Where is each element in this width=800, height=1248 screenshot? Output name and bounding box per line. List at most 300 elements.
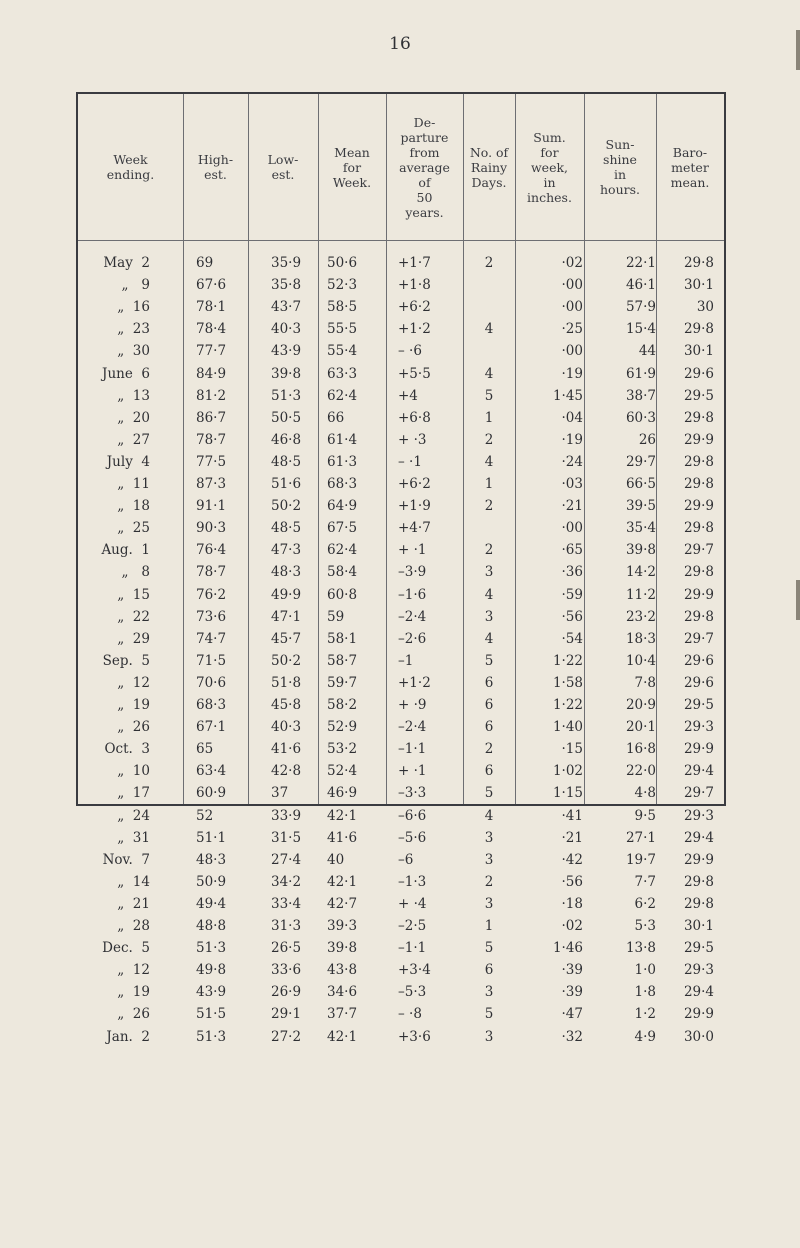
week-ending-cell: „ 12 — [117, 674, 150, 691]
lowest-cell: 43·7 — [271, 299, 302, 316]
departure-cell: +1·9 — [398, 498, 431, 515]
week-ending-cell: Sep. 5 — [102, 652, 150, 669]
departure-cell: –6·6 — [398, 807, 427, 824]
barometer-cell: 29·9 — [683, 741, 714, 758]
lowest-cell: 51·3 — [271, 387, 302, 404]
page-edge-mark — [796, 30, 800, 70]
departure-cell: –1·1 — [398, 940, 427, 957]
mean-cell: 43·8 — [327, 962, 358, 979]
rain-sum-cell: ·36 — [561, 564, 583, 581]
lowest-cell: 47·3 — [271, 542, 302, 559]
table-row — [78, 1026, 728, 1048]
table-row — [78, 694, 728, 716]
week-ending-cell: Dec. 5 — [102, 940, 150, 957]
table-row — [78, 760, 728, 782]
barometer-cell: 29·8 — [683, 608, 714, 625]
week-ending-cell: „ 22 — [117, 608, 150, 625]
sunshine-cell: 4·8 — [634, 785, 656, 802]
barometer-cell: 29·7 — [683, 542, 714, 559]
barometer-cell: 29·3 — [683, 719, 714, 736]
rainy-days-cell: 2 — [484, 498, 494, 515]
barometer-cell: 29·6 — [683, 674, 714, 691]
highest-cell: 63·4 — [196, 763, 227, 780]
rainy-days-cell: 3 — [484, 895, 494, 912]
highest-cell: 77·5 — [196, 453, 227, 470]
table-row — [78, 805, 728, 827]
departure-cell: –1·6 — [398, 586, 427, 603]
highest-cell: 86·7 — [196, 409, 227, 426]
rainy-days-cell: 2 — [484, 542, 494, 559]
mean-cell: 52·3 — [327, 277, 358, 294]
weather-table — [76, 92, 726, 1045]
column-header: High- est. — [197, 152, 234, 182]
highest-cell: 49·4 — [196, 895, 227, 912]
barometer-cell: 29·5 — [683, 697, 714, 713]
sunshine-cell: 39·8 — [625, 542, 656, 559]
barometer-cell: 30·1 — [683, 343, 714, 360]
rainy-days-cell: 3 — [484, 829, 494, 846]
highest-cell: 78·7 — [196, 564, 227, 581]
week-ending-cell: „ 16 — [117, 299, 150, 316]
rainy-days-cell: 4 — [484, 321, 494, 338]
lowest-cell: 45·7 — [271, 630, 302, 647]
departure-cell: –2·5 — [398, 918, 427, 934]
lowest-cell: 40·3 — [271, 321, 302, 338]
departure-cell: –2·4 — [398, 719, 427, 736]
week-ending-cell: Aug. 1 — [101, 542, 150, 559]
mean-cell: 58·7 — [327, 652, 358, 669]
highest-cell: 43·9 — [196, 984, 227, 1001]
rain-sum-cell: ·04 — [561, 409, 583, 426]
rain-sum-cell: ·65 — [561, 542, 583, 559]
rain-sum-cell: 1·22 — [552, 697, 583, 713]
rain-sum-cell: ·41 — [561, 807, 583, 824]
table-row — [78, 274, 728, 296]
rainy-days-cell: 2 — [484, 255, 494, 271]
mean-cell: 63·3 — [327, 365, 358, 382]
lowest-cell: 48·5 — [271, 453, 302, 470]
rainy-days-cell: 1 — [484, 918, 494, 934]
mean-cell: 68·3 — [327, 476, 358, 492]
highest-cell: 90·3 — [196, 520, 227, 537]
barometer-cell: 29·7 — [683, 630, 714, 647]
table-row — [78, 716, 728, 738]
barometer-cell: 30·0 — [683, 1028, 714, 1045]
mean-cell: 34·6 — [327, 984, 358, 1001]
mean-cell: 59 — [327, 608, 345, 625]
mean-cell: 52·4 — [327, 763, 358, 780]
barometer-cell: 29·8 — [683, 873, 714, 890]
lowest-cell: 46·8 — [271, 431, 302, 448]
week-ending-cell: Nov. 7 — [102, 851, 150, 868]
mean-cell: 53·2 — [327, 741, 358, 758]
sunshine-cell: 46·1 — [625, 277, 656, 294]
week-ending-cell: Oct. 3 — [104, 741, 150, 758]
barometer-cell: 29·8 — [683, 476, 714, 492]
sunshine-cell: 35·4 — [625, 520, 656, 537]
week-ending-cell: „ 24 — [117, 807, 150, 824]
table-row — [78, 252, 728, 274]
week-ending-cell: June 6 — [102, 365, 150, 382]
column-header: No. of Rainy Days. — [469, 144, 509, 190]
sunshine-cell: 60·3 — [625, 409, 656, 426]
lowest-cell: 50·5 — [271, 409, 302, 426]
rainy-days-cell: 4 — [484, 807, 494, 824]
barometer-cell: 29·5 — [683, 940, 714, 957]
sunshine-cell: 66·5 — [625, 476, 656, 492]
lowest-cell: 39·8 — [271, 365, 302, 382]
sunshine-cell: 11·2 — [625, 586, 656, 603]
mean-cell: 58·1 — [327, 630, 358, 647]
rainy-days-cell: 4 — [484, 630, 494, 647]
week-ending-cell: „ 26 — [117, 719, 150, 736]
departure-cell: –5·6 — [398, 829, 427, 846]
rain-sum-cell: 1·46 — [552, 940, 583, 957]
departure-cell: + ·4 — [398, 895, 427, 912]
lowest-cell: 27·2 — [271, 1028, 302, 1045]
rain-sum-cell: ·00 — [561, 277, 583, 294]
mean-cell: 55·5 — [327, 321, 358, 338]
rain-sum-cell: ·47 — [561, 1006, 583, 1023]
barometer-cell: 29·8 — [683, 321, 714, 338]
rainy-days-cell: 4 — [484, 586, 494, 603]
highest-cell: 68·3 — [196, 697, 227, 713]
lowest-cell: 49·9 — [271, 586, 302, 603]
rain-sum-cell: ·56 — [561, 608, 583, 625]
barometer-cell: 29·8 — [683, 520, 714, 537]
table-row — [78, 915, 728, 937]
week-ending-cell: „ 15 — [117, 586, 150, 603]
departure-cell: +6·2 — [398, 299, 431, 316]
week-ending-cell: „ 12 — [117, 962, 150, 979]
lowest-cell: 35·8 — [271, 277, 302, 294]
sunshine-cell: 4·9 — [634, 1028, 656, 1045]
barometer-cell: 29·4 — [683, 829, 714, 846]
barometer-cell: 29·4 — [683, 984, 714, 1001]
lowest-cell: 45·8 — [271, 697, 302, 713]
column-header: Week ending. — [106, 152, 155, 182]
mean-cell: 67·5 — [327, 520, 358, 537]
rain-sum-cell: ·39 — [561, 984, 583, 1001]
table-row — [78, 871, 728, 893]
mean-cell: 46·9 — [327, 785, 358, 802]
barometer-cell: 29·6 — [683, 365, 714, 382]
highest-cell: 76·4 — [196, 542, 227, 559]
rain-sum-cell: ·21 — [561, 829, 583, 846]
sunshine-cell: 20·9 — [625, 697, 656, 713]
sunshine-cell: 6·2 — [634, 895, 656, 912]
rainy-days-cell: 5 — [484, 1006, 494, 1023]
departure-cell: – ·6 — [398, 343, 422, 360]
week-ending-cell: „ 27 — [117, 431, 150, 448]
sunshine-cell: 22·1 — [625, 255, 656, 271]
table-row — [78, 650, 728, 672]
highest-cell: 84·9 — [196, 365, 227, 382]
column-header: Sun- shine in hours. — [600, 137, 640, 197]
lowest-cell: 47·1 — [271, 608, 302, 625]
highest-cell: 60·9 — [196, 785, 227, 802]
highest-cell: 91·1 — [196, 498, 227, 515]
sunshine-cell: 61·9 — [625, 365, 656, 382]
rainy-days-cell: 2 — [484, 741, 494, 758]
rainy-days-cell: 5 — [484, 940, 494, 957]
lowest-cell: 51·6 — [271, 476, 302, 492]
rainy-days-cell: 3 — [484, 608, 494, 625]
rain-sum-cell: ·15 — [561, 741, 583, 758]
page-edge-mark — [796, 580, 800, 620]
sunshine-cell: 7·7 — [634, 873, 656, 890]
departure-cell: +3·4 — [398, 962, 431, 979]
week-ending-cell: „ 8 — [121, 564, 150, 581]
mean-cell: 39·3 — [327, 918, 358, 934]
sunshine-cell: 19·7 — [625, 851, 656, 868]
departure-cell: + ·1 — [398, 542, 427, 559]
week-ending-cell: July 4 — [106, 453, 150, 470]
week-ending-cell: „ 9 — [121, 277, 150, 294]
barometer-cell: 30·1 — [683, 277, 714, 294]
table-row — [78, 827, 728, 849]
highest-cell: 87·3 — [196, 476, 227, 492]
rain-sum-cell: ·19 — [561, 365, 583, 382]
sunshine-cell: 18·3 — [625, 630, 656, 647]
departure-cell: +5·5 — [398, 365, 431, 382]
highest-cell: 67·1 — [196, 719, 227, 736]
highest-cell: 74·7 — [196, 630, 227, 647]
rain-sum-cell: 1·40 — [552, 719, 583, 736]
lowest-cell: 37 — [271, 785, 289, 802]
departure-cell: –1 — [398, 652, 414, 669]
sunshine-cell: 1·2 — [634, 1006, 656, 1023]
column-header: Low- est. — [267, 152, 299, 182]
highest-cell: 71·5 — [196, 652, 227, 669]
table-row — [78, 407, 728, 429]
lowest-cell: 40·3 — [271, 719, 302, 736]
rain-sum-cell: 1·02 — [552, 763, 583, 780]
highest-cell: 77·7 — [196, 343, 227, 360]
sunshine-cell: 7·8 — [634, 674, 656, 691]
rainy-days-cell: 4 — [484, 453, 494, 470]
table-row — [78, 318, 728, 340]
rainy-days-cell: 6 — [484, 719, 494, 736]
table-row — [78, 451, 728, 473]
highest-cell: 78·1 — [196, 299, 227, 316]
rainy-days-cell: 6 — [484, 763, 494, 780]
week-ending-cell: „ 28 — [117, 918, 150, 934]
table-row — [78, 937, 728, 959]
mean-cell: 39·8 — [327, 940, 358, 957]
page-number: 16 — [389, 34, 411, 54]
highest-cell: 51·1 — [196, 829, 227, 846]
highest-cell: 65 — [196, 741, 214, 758]
barometer-cell: 30 — [696, 299, 714, 316]
mean-cell: 58·4 — [327, 564, 358, 581]
sunshine-cell: 26 — [638, 431, 656, 448]
mean-cell: 50·6 — [327, 255, 358, 271]
week-ending-cell: „ 29 — [117, 630, 150, 647]
sunshine-cell: 1·8 — [634, 984, 656, 1001]
highest-cell: 51·3 — [196, 1028, 227, 1045]
lowest-cell: 34·2 — [271, 873, 302, 890]
highest-cell: 48·8 — [196, 918, 227, 934]
header-rule — [78, 240, 724, 241]
sunshine-cell: 23·2 — [625, 608, 656, 625]
mean-cell: 61·4 — [327, 431, 358, 448]
highest-cell: 76·2 — [196, 586, 227, 603]
rainy-days-cell: 6 — [484, 674, 494, 691]
departure-cell: + ·9 — [398, 697, 427, 713]
highest-cell: 49·8 — [196, 962, 227, 979]
sunshine-cell: 38·7 — [625, 387, 656, 404]
lowest-cell: 26·5 — [271, 940, 302, 957]
column-header: De- parture from average of 50 years. — [399, 114, 450, 220]
rain-sum-cell: ·42 — [561, 851, 583, 868]
rainy-days-cell: 6 — [484, 697, 494, 713]
table-row — [78, 606, 728, 628]
departure-cell: –2·6 — [398, 630, 427, 647]
table-row — [78, 539, 728, 561]
table-row — [78, 738, 728, 760]
rain-sum-cell: ·00 — [561, 299, 583, 316]
mean-cell: 62·4 — [327, 542, 358, 559]
rain-sum-cell: ·39 — [561, 962, 583, 979]
barometer-cell: 29·3 — [683, 962, 714, 979]
lowest-cell: 31·3 — [271, 918, 302, 934]
lowest-cell: 33·4 — [271, 895, 302, 912]
lowest-cell: 50·2 — [271, 498, 302, 515]
rain-sum-cell: ·03 — [561, 476, 583, 492]
barometer-cell: 29·5 — [683, 387, 714, 404]
departure-cell: – ·8 — [398, 1006, 422, 1023]
lowest-cell: 31·5 — [271, 829, 302, 846]
lowest-cell: 33·9 — [271, 807, 302, 824]
sunshine-cell: 22·0 — [625, 763, 656, 780]
lowest-cell: 26·9 — [271, 984, 302, 1001]
highest-cell: 70·6 — [196, 674, 227, 691]
departure-cell: +3·6 — [398, 1028, 431, 1045]
rainy-days-cell: 3 — [484, 1028, 494, 1045]
table-row — [78, 959, 728, 981]
column-header: Mean for Week. — [332, 144, 372, 190]
table-row — [78, 363, 728, 385]
mean-cell: 59·7 — [327, 674, 358, 691]
week-ending-cell: „ 13 — [117, 387, 150, 404]
highest-cell: 69 — [196, 255, 214, 271]
lowest-cell: 42·8 — [271, 763, 302, 780]
rainy-days-cell: 2 — [484, 431, 494, 448]
rain-sum-cell: ·54 — [561, 630, 583, 647]
week-ending-cell: „ 20 — [117, 409, 150, 426]
mean-cell: 64·9 — [327, 498, 358, 515]
rain-sum-cell: 1·22 — [552, 652, 583, 669]
barometer-cell: 29·9 — [683, 1006, 714, 1023]
lowest-cell: 35·9 — [271, 255, 302, 271]
rainy-days-cell: 5 — [484, 785, 494, 802]
mean-cell: 42·1 — [327, 807, 358, 824]
table-row — [78, 473, 728, 495]
rainy-days-cell: 3 — [484, 984, 494, 1001]
sunshine-cell: 5·3 — [634, 918, 656, 934]
departure-cell: –6 — [398, 851, 414, 868]
rain-sum-cell: ·56 — [561, 873, 583, 890]
table-row — [78, 385, 728, 407]
barometer-cell: 29·3 — [683, 807, 714, 824]
table-row — [78, 628, 728, 650]
departure-cell: +1·2 — [398, 321, 431, 338]
week-ending-cell: „ 17 — [117, 785, 150, 802]
departure-cell: + ·1 — [398, 763, 427, 780]
week-ending-cell: „ 11 — [117, 476, 150, 492]
week-ending-cell: „ 25 — [117, 520, 150, 537]
highest-cell: 50·9 — [196, 873, 227, 890]
lowest-cell: 48·5 — [271, 520, 302, 537]
rainy-days-cell: 3 — [484, 851, 494, 868]
table-row — [78, 340, 728, 362]
rain-sum-cell: ·25 — [561, 321, 583, 338]
sunshine-cell: 15·4 — [625, 321, 656, 338]
departure-cell: +1·2 — [398, 674, 431, 691]
lowest-cell: 33·6 — [271, 962, 302, 979]
departure-cell: –5·3 — [398, 984, 427, 1001]
sunshine-cell: 9·5 — [634, 807, 656, 824]
mean-cell: 42·1 — [327, 1028, 358, 1045]
week-ending-cell: „ 19 — [117, 984, 150, 1001]
rain-sum-cell: ·02 — [561, 918, 583, 934]
sunshine-cell: 39·5 — [625, 498, 656, 515]
highest-cell: 48·3 — [196, 851, 227, 868]
table-row — [78, 429, 728, 451]
sunshine-cell: 16·8 — [625, 741, 656, 758]
lowest-cell: 51·8 — [271, 674, 302, 691]
sunshine-cell: 29·7 — [625, 453, 656, 470]
table-row — [78, 517, 728, 539]
lowest-cell: 29·1 — [271, 1006, 302, 1023]
lowest-cell: 50·2 — [271, 652, 302, 669]
week-ending-cell: May 2 — [103, 255, 150, 271]
sunshine-cell: 44 — [638, 343, 656, 360]
mean-cell: 58·2 — [327, 697, 358, 713]
departure-cell: +4·7 — [398, 520, 431, 537]
sunshine-cell: 57·9 — [625, 299, 656, 316]
sunshine-cell: 10·4 — [625, 652, 656, 669]
highest-cell: 73·6 — [196, 608, 227, 625]
barometer-cell: 29·8 — [683, 409, 714, 426]
departure-cell: –1·1 — [398, 741, 427, 758]
sunshine-cell: 20·1 — [625, 719, 656, 736]
highest-cell: 67·6 — [196, 277, 227, 294]
table-row — [78, 584, 728, 606]
mean-cell: 41·6 — [327, 829, 358, 846]
barometer-cell: 29·9 — [683, 586, 714, 603]
sunshine-cell: 1·0 — [634, 962, 656, 979]
table-row — [78, 296, 728, 318]
departure-cell: –1·3 — [398, 873, 427, 890]
rain-sum-cell: ·02 — [561, 255, 583, 271]
rainy-days-cell: 5 — [484, 652, 494, 669]
lowest-cell: 43·9 — [271, 343, 302, 360]
week-ending-cell: Jan. 2 — [106, 1028, 150, 1045]
rainy-days-cell: 5 — [484, 387, 494, 404]
highest-cell: 81·2 — [196, 387, 227, 404]
rain-sum-cell: ·32 — [561, 1028, 583, 1045]
table-row — [78, 981, 728, 1003]
week-ending-cell: „ 30 — [117, 343, 150, 360]
week-ending-cell: „ 14 — [117, 873, 150, 890]
mean-cell: 66 — [327, 409, 345, 426]
departure-cell: +1·8 — [398, 277, 431, 294]
rainy-days-cell: 1 — [484, 409, 494, 426]
departure-cell: –3·9 — [398, 564, 427, 581]
departure-cell: – ·1 — [398, 453, 422, 470]
